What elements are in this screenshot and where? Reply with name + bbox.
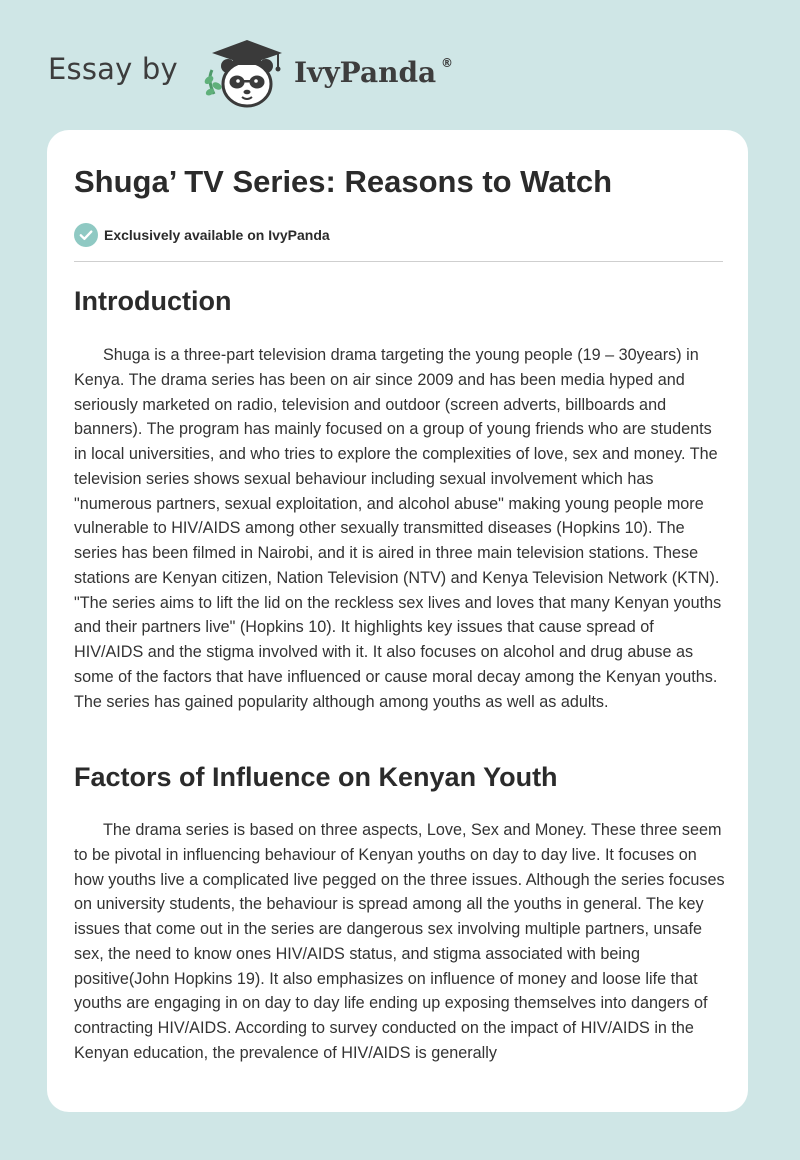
- brand-prefix: Essay by: [48, 52, 178, 86]
- brand-name: IvyPanda: [294, 56, 437, 89]
- exclusive-badge-label: Exclusively available on IvyPanda: [104, 227, 330, 243]
- site-header: [0, 0, 800, 130]
- section-heading-introduction: Introduction: [74, 286, 232, 316]
- panda-graduate-icon[interactable]: [200, 36, 292, 110]
- section-paragraph-factors: The drama series is based on three aspects, Love, Sex and Money. These three seem to be pivotal in influencing behaviour of Kenyan youths on day to day live. It focuses on how youths live a complicated live pegged on the three issues. Although the series focuses on university students, the behaviour is spread among all the youths in general. The key issues that come out in the series are dangerous sex involving multiple partners, unsafe sex, the need to know ones HIV/AIDS status, and stigma associated with being positive(John Hopkins 19). It also emphasizes on influence of money and loose life that youths are engaging in on day to day life ending up exposing themselves into dangers of contracting HIV/AIDS. According to survey conducted on the impact of HIV/AIDS in the Kenyan education, the prevalence of HIV/AIDS is generally: [74, 821, 725, 1062]
- essay-card: [47, 130, 748, 1112]
- essay-title: Shuga’ TV Series: Reasons to Watch: [74, 164, 613, 199]
- section-paragraph-introduction: Shuga is a three-part television drama targeting the young people (19 – 30years) in Kenya. The drama series has been on air since 2009 and has been media hyped and seriously marketed on radio, television and outdoor (screen adverts, billboards and banners). The program has mainly focused on a group of young friends who are students in local universities, and who tries to explore the complexities of love, sex and money. The television series shows sexual behaviour including sexual involvement which has "numerous partners, sexual exploitation, and alcohol abuse" making young people more vulnerable to HIV/AIDS among other sexually transmitted diseases (Hopkins 10). The series has been filmed in Nairobi, and it is aired in three main television stations. These stations are Kenyan citizen, Nation Television (NTV) and Kenya Television Network (KTN). "The series aims to lift the lid on the reckless sex lives and loves that many Kenyan youths and their partners live" (Hopkins 10). It highlights key issues that cause spread of HIV/AIDS and the stigma involved with it. It also focuses on alcohol and drug abuse as some of the factors that have influenced or cause moral decay among the Kenyan youths. The series has gained popularity although among youths as well as adults.: [74, 346, 722, 711]
- divider: [74, 261, 723, 262]
- registered-mark: ®: [441, 56, 453, 70]
- section-heading-factors: Factors of Influence on Kenyan Youth: [74, 762, 558, 792]
- exclusive-badge: [74, 222, 330, 248]
- check-circle-icon: [74, 223, 98, 247]
